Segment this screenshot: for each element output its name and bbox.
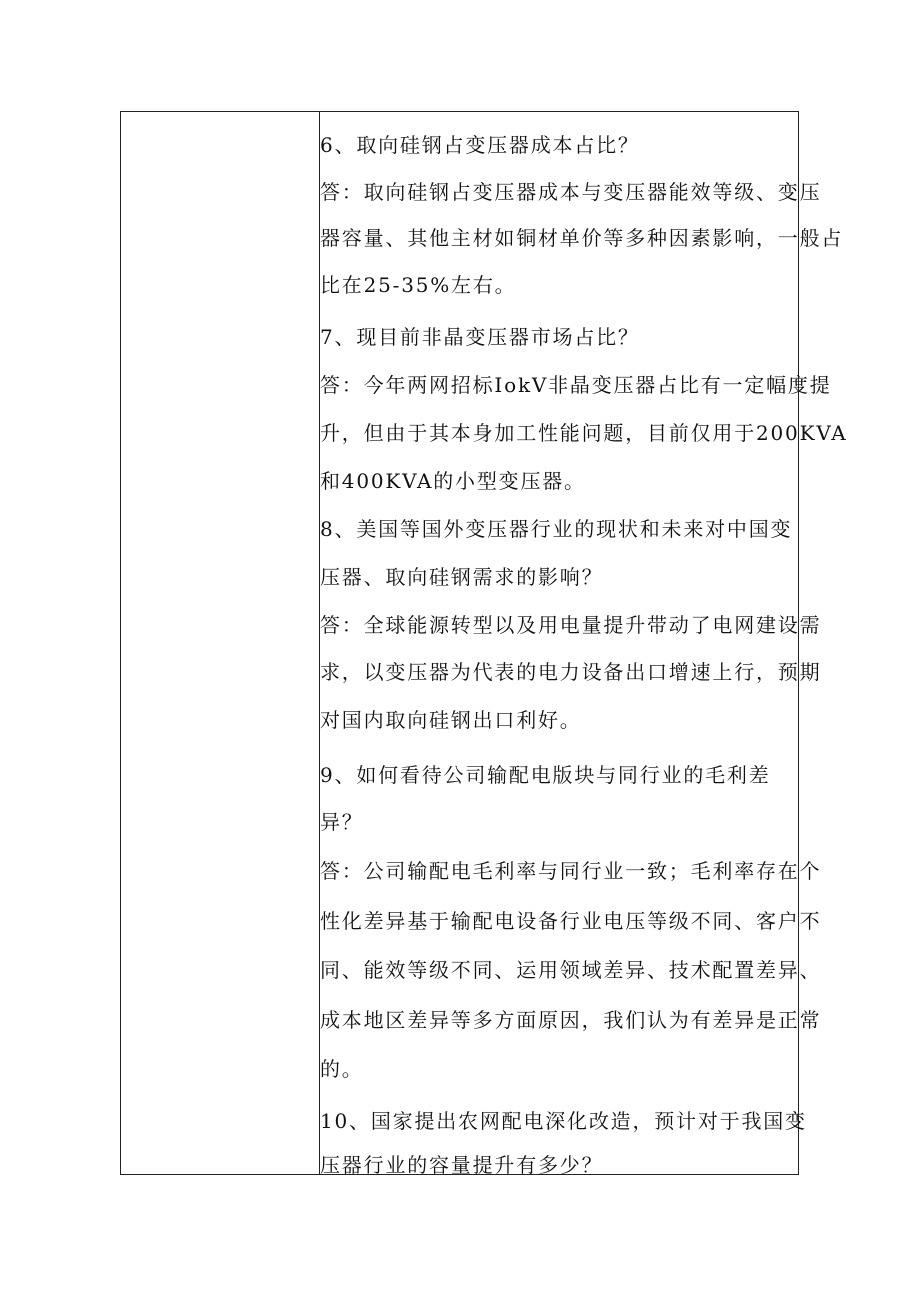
table-right-column xyxy=(320,112,848,1177)
answer-7-line-3: 和400KVA的小型变压器。 xyxy=(320,469,586,493)
answer-6-line-2: 器容量、其他主材如铜材单价等多种因素影响，一般占 xyxy=(320,226,844,250)
answer-7-line-1: 答：今年两网招标IokV非晶变压器占比有一定幅度提 xyxy=(320,373,832,397)
answer-6-line-1: 答：取向硅钢占变压器成本与变压器能效等级、变压 xyxy=(320,180,822,204)
answer-9-line-4: 成本地区差异等多方面原因，我们认为有差异是正常 xyxy=(320,1008,822,1032)
document-table xyxy=(120,111,848,1177)
answer-6-line-3: 比在25-35%左右。 xyxy=(320,273,517,297)
answer-7-line-2: 升，但由于其本身加工性能问题，目前仅用于200KVA xyxy=(320,421,848,445)
answer-9-line-5: 的。 xyxy=(320,1057,364,1081)
question-8-line-1: 8、美国等国外变压器行业的现状和未来对中国变 xyxy=(320,517,793,541)
answer-8-line-1: 答：全球能源转型以及用电量提升带动了电网建设需 xyxy=(320,613,822,637)
question-9-line-1: 9、如何看待公司输配电版块与同行业的毛利差 xyxy=(320,763,771,787)
answer-8-line-3: 对国内取向硅钢出口利好。 xyxy=(320,708,582,732)
table-left-column xyxy=(121,112,320,1174)
question-10-line-1: 10、国家提出农网配电深化改造，预计对于我国变 xyxy=(320,1109,807,1133)
question-10-line-2: 压器行业的容量提升有多少？ xyxy=(320,1153,604,1177)
answer-9-line-3: 同、能效等级不同、运用领域差异、技术配置差异、 xyxy=(320,958,822,982)
answer-9-line-1: 答：公司输配电毛利率与同行业一致；毛利率存在个 xyxy=(320,859,822,883)
question-8-line-2: 压器、取向硅钢需求的影响？ xyxy=(320,565,604,589)
answer-8-line-2: 求，以变压器为代表的电力设备出口增速上行，预期 xyxy=(320,660,822,684)
answer-9-line-2: 性化差异基于输配电设备行业电压等级不同、客户不 xyxy=(320,909,822,933)
question-7: 7、现目前非晶变压器市场占比？ xyxy=(320,325,640,349)
question-9-line-2: 异？ xyxy=(320,810,364,834)
question-6: 6、取向硅钢占变压器成本占比？ xyxy=(320,133,640,157)
